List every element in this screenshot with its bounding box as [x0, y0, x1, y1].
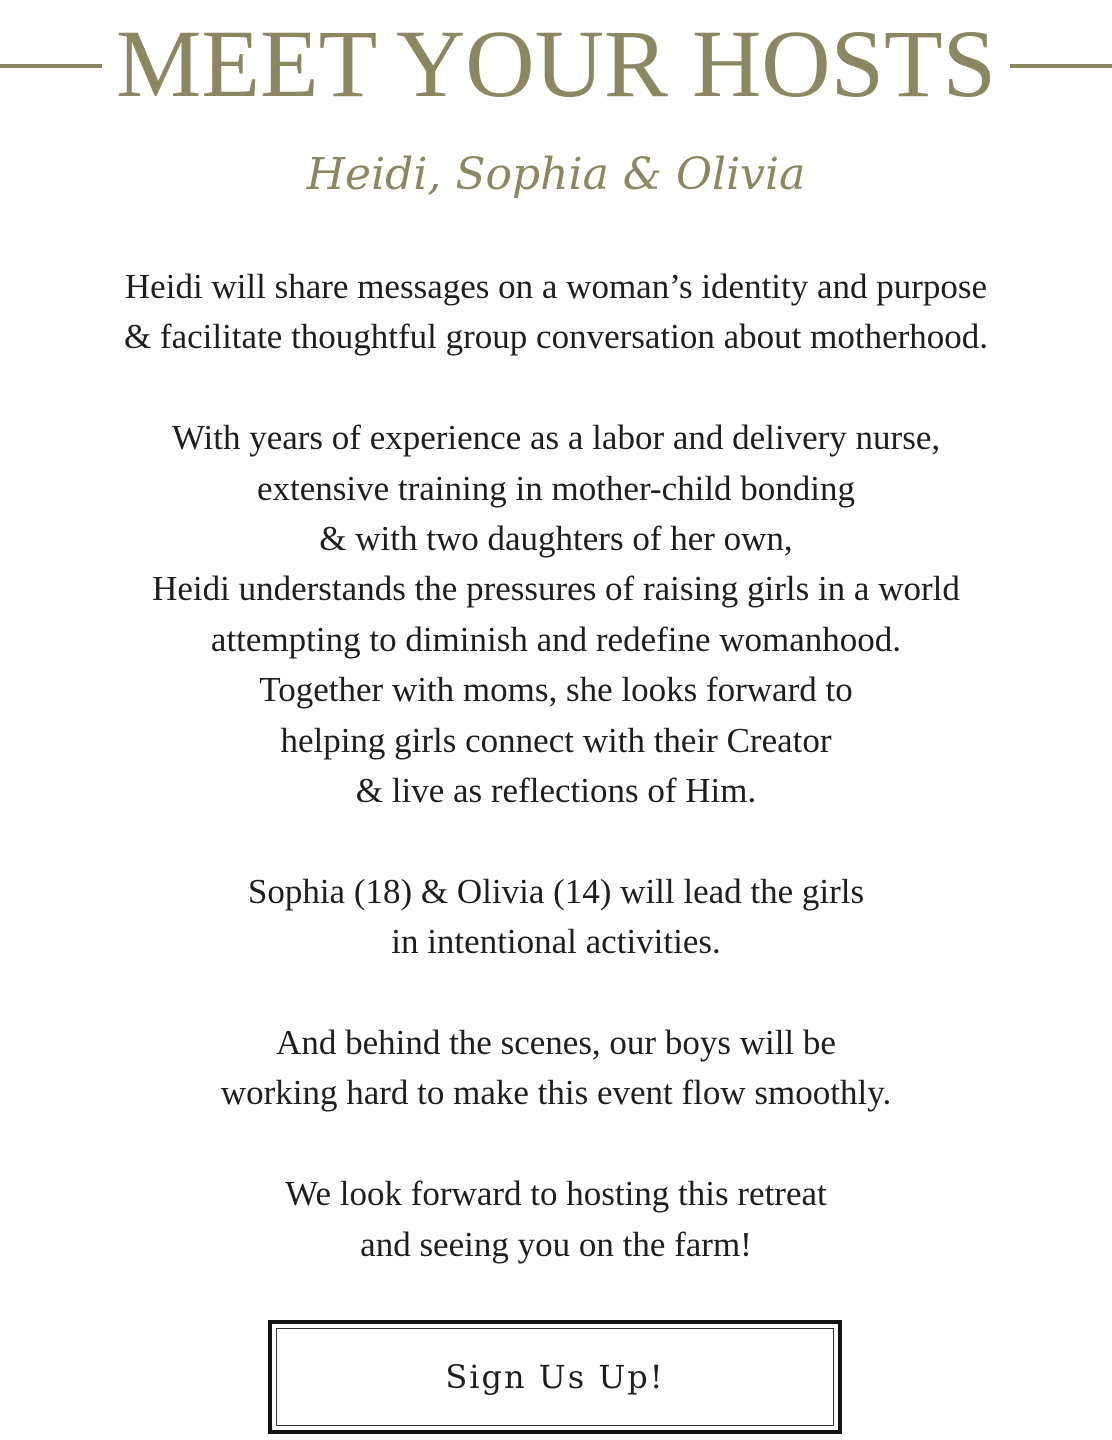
text-line: With years of experience as a labor and delivery nurse,	[171, 418, 941, 458]
text-line: We look forward to hosting this retreat	[285, 1174, 827, 1214]
header-rule-left	[0, 64, 102, 68]
sign-us-up-button[interactable]	[268, 1320, 842, 1434]
paragraph-daughters	[0, 867, 1112, 968]
sign-us-up-label: Sign Us Up!	[276, 1328, 834, 1426]
text-line: Heidi understands the pressures of raising girls in a world	[152, 569, 960, 609]
paragraph-heidi-messages	[0, 262, 1112, 363]
hosts-description	[0, 262, 1112, 1270]
text-line: attempting to diminish and redefine womanhood.	[210, 619, 902, 659]
paragraph-heidi-experience	[0, 413, 1112, 816]
text-line: & facilitate thoughtful group conversation about motherhood.	[123, 317, 989, 357]
page-title: MEET YOUR HOSTS	[115, 10, 997, 117]
paragraph-boys	[0, 1018, 1112, 1119]
text-line: helping girls connect with their Creator	[280, 720, 832, 760]
text-line: Heidi will share messages on a woman’s identity and purpose	[124, 267, 988, 306]
text-line: extensive training in mother-child bonding	[256, 468, 856, 508]
text-line: in intentional activities.	[391, 922, 721, 962]
text-line: working hard to make this event flow smoothly.	[220, 1073, 892, 1113]
header-rule-right	[1010, 64, 1112, 68]
page-header	[0, 0, 1112, 200]
paragraph-closing	[0, 1169, 1112, 1270]
text-line: Sophia (18) & Olivia (14) will lead the girls	[247, 871, 865, 911]
text-line: & with two daughters of her own,	[319, 519, 793, 559]
text-line: Together with moms, she looks forward to	[259, 670, 853, 710]
text-line: And behind the scenes, our boys will be	[276, 1023, 836, 1063]
hosts-script-subtitle: Heidi, Sophia & Olivia	[306, 149, 806, 200]
text-line: & live as reflections of Him.	[355, 771, 757, 811]
text-line: and seeing you on the farm!	[360, 1224, 752, 1264]
